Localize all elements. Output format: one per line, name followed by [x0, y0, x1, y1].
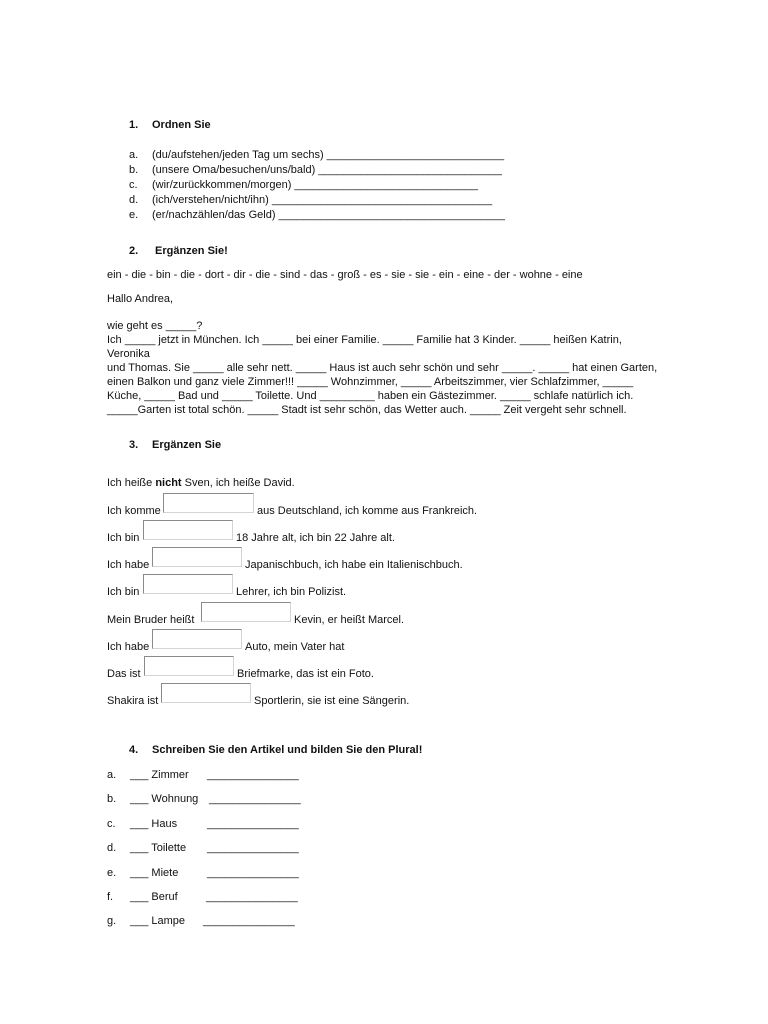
- s3-row-6-input[interactable]: [152, 629, 242, 649]
- s4-letter-g: g.: [107, 915, 117, 927]
- s4-letter-e: e.: [107, 867, 117, 879]
- s3-row-7-before: Das ist: [107, 668, 141, 680]
- s4-line-g: _______________: [203, 915, 295, 927]
- s4-line-b: _______________: [209, 793, 301, 805]
- s3-row-5-before: Mein Bruder heißt: [107, 614, 195, 626]
- s1-letter-c: c.: [129, 179, 138, 191]
- s3-row-7-after: Briefmarke, das ist ein Foto.: [237, 668, 374, 680]
- s1-item-a: (du/aufstehen/jeden Tag um sechs) _____________________________: [152, 149, 505, 161]
- s4-letter-d: d.: [107, 842, 117, 854]
- s1-letter-e: e.: [129, 209, 139, 221]
- example-after: Sven, ich heiße David.: [181, 477, 295, 489]
- s4-line-f: _______________: [206, 891, 298, 903]
- s3-row-3-before: Ich habe: [107, 559, 150, 571]
- s1-letter-b: b.: [129, 164, 139, 176]
- section-2-number: 2.: [129, 245, 139, 257]
- s4-word-g: ___ Lampe: [130, 915, 186, 927]
- s3-row-4-input[interactable]: [143, 574, 233, 594]
- example-before: Ich heiße: [107, 477, 156, 489]
- s3-row-5-input[interactable]: [201, 602, 291, 622]
- s3-row-3-input[interactable]: [152, 547, 242, 567]
- s4-word-d: ___ Toilette: [130, 842, 187, 854]
- section-2-title: Ergänzen Sie!: [155, 245, 228, 257]
- s4-word-c: ___ Haus: [130, 818, 178, 830]
- section-3-number: 3.: [129, 439, 139, 451]
- s3-row-2-after: 18 Jahre alt, ich bin 22 Jahre alt.: [236, 532, 395, 544]
- s3-row-2-before: Ich bin: [107, 532, 140, 544]
- s3-row-6-after: Auto, mein Vater hat: [245, 641, 345, 653]
- s4-letter-b: b.: [107, 793, 117, 805]
- example-sentence: [107, 476, 295, 490]
- letter-paragraph: Ich _____ jetzt in München. Ich _____ bei einer Familie. _____ Familie hat 3 Kinder. _____ heißen Katrin, Veronika und Thomas. Sie _____ alle sehr nett. _____ Haus ist auch sehr schön und sehr _____. _____ hat einen Garten, einen Balkon und ganz viele Zimmer!!! _____ Wohnzimmer, _____ Arbeitszimmer, vier Schlafzimmer, _____ Küche, _____ Bad und _____ Toilette. Und _________ haben ein Gästezimmer. _____ schlafe natürlich ich. _____Garten ist total schön. _____ Stadt ist sehr schön, das Wetter auch. _____ Zeit vergeht sehr schnell.: [107, 334, 658, 416]
- section-4-number: 4.: [129, 744, 139, 756]
- s4-letter-c: c.: [107, 818, 116, 830]
- s1-item-d: (ich/verstehen/nicht/ihn) ____________________________________: [152, 194, 493, 206]
- s3-row-3-after: Japanischbuch, ich habe ein Italienischbuch.: [245, 559, 463, 571]
- s3-row-6-before: Ich habe: [107, 641, 150, 653]
- s4-word-b: ___ Wohnung: [130, 793, 199, 805]
- s4-word-a: ___ Zimmer: [130, 769, 189, 781]
- s4-word-f: ___ Beruf: [130, 891, 178, 903]
- s3-row-4-before: Ich bin: [107, 586, 140, 598]
- s1-letter-a: a.: [129, 149, 139, 161]
- section-1-title: Ordnen Sie: [152, 119, 211, 131]
- s1-item-e: (er/nachzählen/das Geld) _____________________________________: [152, 209, 505, 221]
- s4-line-a: _______________: [207, 769, 299, 781]
- s3-row-4-after: Lehrer, ich bin Polizist.: [236, 586, 347, 598]
- s3-row-8-after: Sportlerin, sie ist eine Sängerin.: [254, 695, 410, 707]
- s4-line-d: _______________: [207, 842, 299, 854]
- letter-greeting: Hallo Andrea,: [107, 293, 174, 305]
- s3-row-1-after: aus Deutschland, ich komme aus Frankreich.: [257, 505, 478, 517]
- s4-letter-f: f.: [107, 891, 114, 903]
- s3-row-2-input[interactable]: [143, 520, 233, 540]
- s1-letter-d: d.: [129, 194, 139, 206]
- s4-word-e: ___ Miete: [130, 867, 179, 879]
- s4-letter-a: a.: [107, 769, 117, 781]
- s3-row-8-input[interactable]: [161, 683, 251, 703]
- s4-line-c: _______________: [207, 818, 299, 830]
- s3-row-1-input[interactable]: [163, 493, 254, 513]
- word-bank: ein - die - bin - die - dort - dir - die - sind - das - groß - es - sie - sie - ein - eine - der - wohne - eine: [107, 269, 583, 281]
- s3-row-7-input[interactable]: [144, 656, 234, 676]
- s1-item-c: (wir/zurückkommen/morgen) ______________________________: [152, 179, 478, 191]
- section-1-number: 1.: [129, 119, 139, 131]
- s3-row-8-before: Shakira ist: [107, 695, 159, 707]
- section-4-title: Schreiben Sie den Artikel und bilden Sie den Plural!: [152, 744, 423, 756]
- letter-question: wie geht es _____?: [107, 320, 203, 332]
- s3-row-5-after: Kevin, er heißt Marcel.: [294, 614, 405, 626]
- s3-row-1-before: Ich komme: [107, 505, 161, 517]
- example-bold: nicht: [155, 477, 182, 489]
- section-3-title: Ergänzen Sie: [152, 439, 222, 451]
- s4-line-e: _______________: [207, 867, 299, 879]
- s1-item-b: (unsere Oma/besuchen/uns/bald) ______________________________: [152, 164, 502, 176]
